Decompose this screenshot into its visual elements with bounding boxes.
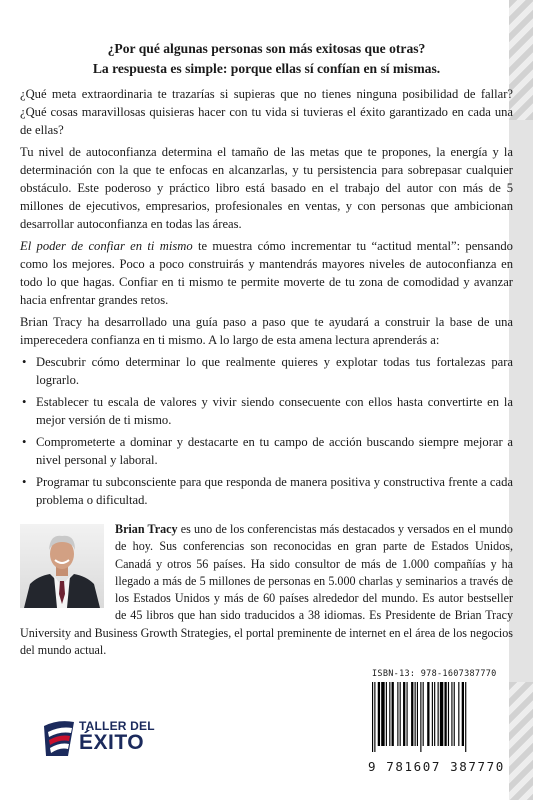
publisher-flag-icon bbox=[42, 718, 76, 758]
guide-paragraph: Brian Tracy ha desarrollado una guía paso a paso que te ayudará a construir la base de una imperecedera confianza en ti mismo. A lo largo de esta amena lectura aprenderás a: bbox=[20, 315, 513, 347]
answer-heading: La respuesta es simple: porque ellas sí confían en sí mismas. bbox=[92, 61, 441, 76]
publisher-name-bottom: ÉXITO bbox=[79, 731, 145, 754]
author-name: Brian Tracy bbox=[115, 522, 178, 536]
book-title: El poder de confiar en ti mismo bbox=[20, 239, 193, 253]
barcode bbox=[364, 664, 506, 780]
list-item: • Descubrir cómo determinar lo que realmente quieres y explotar todas tus fortalezas para lograrlo. bbox=[20, 353, 513, 389]
question-heading: ¿Por qué algunas personas son más exitosas que otras? bbox=[107, 41, 426, 56]
body-text bbox=[20, 85, 513, 513]
author-bio bbox=[20, 521, 513, 659]
author-bio-text: es uno de los conferencistas más destacados y versados en el mundo de hoy. Sus conferencias son reconocidas en gran parte de Estados Unidos, Canadá y otros 56 países. Ha sido consultor de más de 1.000 compañías y ha llegado a más de 5 millones de personas en 5.000 charlas y seminarios a través de los Estados Unidos y más de 60 países alrededor del mundo. Es autor bestseller de 45 libros que han sido traducidos a 38 idiomas. Es Presidente de Brian Tracy University and Business Growth Strategies, el portal preminente de internet en el área de los negocios del mundo actual. bbox=[20, 522, 514, 658]
book-paragraph bbox=[20, 237, 513, 309]
autoconfidence-paragraph: Tu nivel de autoconfianza determina el tamaño de las metas que te propones, la energía y la determinación con la que te enfocas en alcanzarlas, y tu persistencia para sobrepasar cualquier obstáculo. Este poderoso y práctico libro está basado en el trabajo del autor con más de 5 millones de ejecutivos, empresarios, profesionales en ventas, y con personas que ambicionan desarrollar autoconfianza en todas las áreas. bbox=[20, 145, 513, 231]
author-photo bbox=[20, 524, 104, 608]
publisher-name-top: TALLER DEL bbox=[79, 719, 155, 733]
learning-list bbox=[20, 353, 513, 509]
barcode-digits: 9 781607 387770 bbox=[368, 759, 505, 774]
barcode-bars bbox=[370, 682, 502, 752]
list-item: • Establecer tu escala de valores y vivir siendo consecuente con ellos hasta convertirte en la mejor versión de ti mismo. bbox=[20, 393, 513, 429]
isbn-label: ISBN-13: 978-1607387770 bbox=[372, 669, 497, 679]
list-item: • Comprometerte a dominar y destacarte en tu campo de acción buscando siempre mejorar a nivel personal y laboral. bbox=[20, 433, 513, 469]
book-paragraph-text: te muestra cómo incrementar tu “actitud mental”: pensando como los mejores. Poco a poco construirás y mantendrás mayores niveles de autoconfianza en todo lo que hagas. Confiar en ti mismo te permite moverte de tu zona de comodidad y avanzar hacia enfrentar grandes retos. bbox=[20, 239, 513, 307]
intro-paragraph: ¿Qué meta extraordinaria te trazarías si supieras que no tienes ninguna posibilidad de fallar? ¿Qué cosas maravillosas quisieras hacer con tu vida si tuvieras el éxito garantizado en cada una de ellas? bbox=[20, 87, 513, 137]
publisher-logo bbox=[42, 716, 162, 760]
list-item: • Programar tu subconsciente para que responda de manera positiva y constructiva frente a cada problema o dificultad. bbox=[20, 473, 513, 509]
